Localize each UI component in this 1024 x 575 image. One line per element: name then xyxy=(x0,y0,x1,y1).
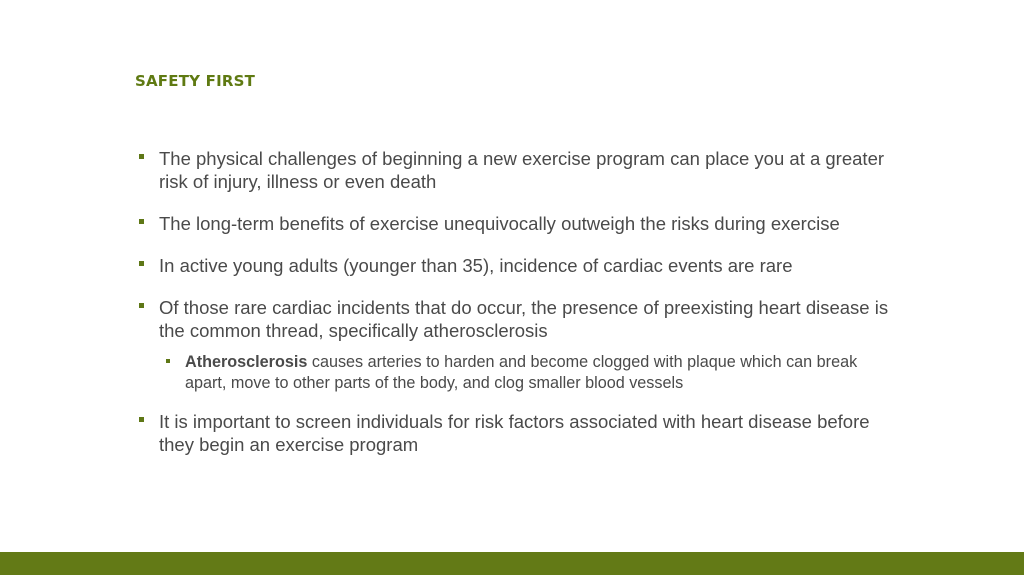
square-bullet-icon xyxy=(166,359,170,363)
bullet-list xyxy=(138,147,898,475)
square-bullet-icon xyxy=(139,417,144,422)
sub-bullet-item xyxy=(165,352,898,394)
bullet-item xyxy=(138,296,898,342)
bullet-text: It is important to screen individuals for risk factors associated with heart disease before they begin an exercise program xyxy=(159,411,870,455)
bullet-item xyxy=(138,410,898,456)
square-bullet-icon xyxy=(139,219,144,224)
bullet-item xyxy=(138,212,898,235)
footer-bar xyxy=(0,552,1024,575)
bullet-term: Atherosclerosis xyxy=(185,353,308,371)
square-bullet-icon xyxy=(139,303,144,308)
square-bullet-icon xyxy=(139,261,144,266)
bullet-text: The long-term benefits of exercise unequivocally outweigh the risks during exercise xyxy=(159,213,840,234)
slide-title: SAFETY FIRST xyxy=(135,72,256,90)
bullet-text: Of those rare cardiac incidents that do occur, the presence of preexisting heart disease is the common thread, specifically atherosclerosis xyxy=(159,297,889,341)
bullet-text: causes arteries to harden and become clogged with plaque which can break apart, move to other parts of the body, and clog smaller blood vessels xyxy=(185,353,858,392)
square-bullet-icon xyxy=(139,154,144,159)
bullet-text: The physical challenges of beginning a new exercise program can place you at a greater risk of injury, illness or even death xyxy=(159,148,885,192)
bullet-text: In active young adults (younger than 35), incidence of cardiac events are rare xyxy=(159,255,793,276)
bullet-item xyxy=(138,147,898,193)
bullet-item xyxy=(138,254,898,277)
